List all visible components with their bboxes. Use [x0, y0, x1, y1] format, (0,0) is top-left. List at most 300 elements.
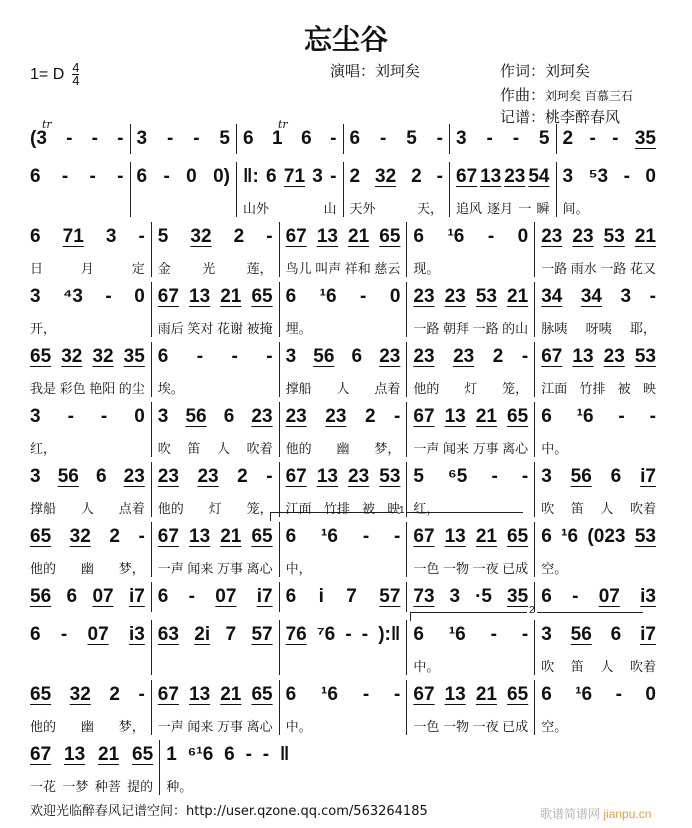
note-token: ¹6 — [576, 406, 594, 427]
note-token: - — [231, 346, 238, 367]
note-token: 0 — [134, 286, 145, 307]
note-token: 23 — [572, 226, 594, 247]
note-token: 6 — [541, 526, 552, 547]
note-token: - — [512, 128, 520, 149]
measures — [30, 680, 662, 735]
score-line — [30, 740, 662, 800]
song-title: 忘尘谷 — [303, 23, 388, 56]
lyric-word: 吹 — [541, 502, 555, 517]
lyric-word: 点着 — [118, 502, 145, 517]
measure — [151, 522, 279, 577]
note-token: 6 — [157, 346, 169, 367]
note-token: 7 — [346, 586, 357, 607]
note-token: 32 — [375, 166, 397, 187]
note-token: 3 — [541, 624, 552, 645]
lyric-word: 一声 — [413, 442, 440, 457]
note-token: 2 — [492, 346, 504, 367]
note-token: 53 — [603, 226, 625, 247]
note-token: 3 — [285, 346, 297, 367]
measure — [449, 162, 556, 217]
note-token: 6 — [30, 624, 41, 645]
lyric-word: 开， — [30, 322, 57, 337]
note-token: - — [361, 624, 369, 645]
note-token: - — [138, 526, 145, 547]
lyric-word: 被 — [362, 502, 376, 517]
note-token: 34 — [541, 286, 563, 307]
measure — [534, 582, 662, 612]
note-token: i7 — [640, 466, 656, 487]
note-token: 56 — [570, 624, 592, 645]
score-line — [30, 522, 662, 582]
note-token: 23 — [157, 466, 179, 487]
notes — [243, 162, 337, 192]
notes — [158, 462, 273, 492]
note-token: i7 — [256, 586, 273, 607]
notes — [286, 282, 401, 312]
lyric-word: 雨后 — [157, 322, 184, 337]
note-token: 5 — [157, 226, 169, 247]
measure — [130, 124, 237, 154]
footer-note: 欢迎光临醉春风记谱空间：http://user.qzone.qq.com/563264185 — [30, 804, 428, 819]
measure — [534, 522, 662, 577]
notes — [541, 462, 656, 492]
lyrics — [30, 258, 145, 277]
note-token: - — [649, 286, 656, 307]
note-token: - — [623, 166, 630, 187]
note-token: 3 — [620, 286, 632, 307]
measure — [236, 124, 343, 154]
lyric-word: 映 — [387, 502, 401, 517]
lyric-word: 彩色 — [59, 382, 86, 397]
notes — [413, 582, 528, 612]
note-token: 5 — [406, 128, 417, 149]
notes — [350, 124, 444, 154]
measure — [406, 680, 534, 735]
note-token: 23 — [123, 466, 145, 487]
lyrics — [158, 438, 273, 457]
lyric-word: 人 — [336, 382, 350, 397]
lyric-word: 幽 — [336, 442, 350, 457]
notes — [30, 282, 145, 312]
note-token: ‖ — [279, 744, 290, 765]
note-token: 21 — [475, 526, 497, 547]
lyric-word: 呀咦 — [585, 322, 612, 337]
note-token: 0 — [134, 406, 145, 427]
lyric-word: 幽 — [80, 720, 94, 735]
note-token: ¹6 — [575, 684, 593, 705]
lyric-word: 点着 — [374, 382, 401, 397]
note-token: - — [649, 406, 656, 427]
lyrics — [541, 558, 656, 577]
lyric-word: 埃。 — [157, 382, 184, 397]
note-token: 3 — [30, 406, 41, 427]
lyric-word: 梦， — [374, 442, 401, 457]
note-token: 6 — [541, 684, 552, 705]
lyric-word: 脉咦 — [541, 322, 568, 337]
lyric-word: 天外 — [349, 202, 376, 217]
notes — [563, 124, 657, 154]
notes — [30, 740, 153, 770]
lyrics — [541, 656, 656, 675]
lyric-word: 已成 — [502, 562, 529, 577]
note-token: 1 — [272, 128, 283, 149]
lyric-word: 撑船 — [30, 502, 57, 517]
notes — [413, 680, 528, 710]
lyric-word: 一声 — [157, 720, 184, 735]
notes — [30, 162, 124, 192]
lyrics — [30, 438, 145, 457]
lyric-word: 空。 — [541, 720, 568, 735]
note-token: - — [193, 128, 200, 149]
lyric-word: 一夜 — [472, 562, 499, 577]
lyric-word: 竹排 — [579, 382, 606, 397]
note-token: 21 — [348, 226, 370, 247]
note-token: 13 — [316, 226, 338, 247]
measure — [30, 222, 151, 277]
measure — [279, 222, 407, 277]
note-token: - — [61, 166, 69, 187]
note-token: - — [91, 128, 98, 149]
note-token: 35 — [123, 346, 145, 367]
note-token: ¹6 — [561, 526, 579, 547]
lyric-word: 吹 — [157, 442, 171, 457]
note-token: - — [360, 286, 367, 307]
score-line — [30, 162, 662, 222]
note-token: 65 — [251, 526, 273, 547]
note-token: 35 — [634, 128, 656, 149]
note-token: 07 — [598, 586, 620, 607]
measure — [279, 582, 407, 612]
notes — [158, 582, 273, 612]
note-token: 6 — [610, 624, 622, 645]
note-token: 2 — [562, 128, 574, 149]
note-token: 67 — [30, 744, 52, 765]
singer-credit: 演唱：刘珂矣 — [330, 62, 421, 80]
notes — [166, 740, 289, 770]
note-token: 67 — [157, 526, 179, 547]
note-token: 23 — [453, 346, 475, 367]
note-token: i3 — [128, 624, 145, 645]
note-token: 67 — [413, 526, 435, 547]
note-token: - — [330, 166, 337, 187]
note-token: 6 — [136, 166, 148, 187]
note-token: 53 — [379, 466, 401, 487]
measures — [30, 282, 662, 337]
lyric-word: 一物 — [442, 562, 469, 577]
lyric-word: 离心 — [246, 562, 273, 577]
note-token: 3 — [456, 128, 467, 149]
lyrics — [286, 498, 401, 517]
measure — [406, 620, 534, 675]
lyric-word: 闻来 — [187, 562, 214, 577]
lyrics — [413, 378, 528, 397]
note-token: i7 — [128, 586, 145, 607]
lyrics — [413, 318, 528, 337]
score-line — [30, 462, 662, 522]
notes — [158, 522, 273, 552]
lyric-word: 人 — [600, 502, 614, 517]
measure — [30, 522, 151, 577]
notes — [541, 620, 656, 650]
lyric-word: 梦， — [118, 720, 145, 735]
lyric-word: 笛 — [570, 502, 584, 517]
lyrics — [158, 558, 273, 577]
lyrics — [30, 776, 153, 795]
lyrics — [286, 378, 401, 397]
note-token: 07 — [87, 624, 109, 645]
lyrics — [30, 318, 145, 337]
lyrics — [413, 438, 528, 457]
lyrics — [158, 258, 273, 277]
lyric-word: 他的 — [413, 382, 440, 397]
note-token: - — [487, 226, 495, 247]
measure — [151, 680, 279, 735]
notes — [286, 582, 401, 612]
lyrics — [541, 498, 656, 517]
measure — [556, 124, 663, 154]
time-signature — [72, 62, 79, 87]
measure — [279, 522, 407, 577]
lyric-word: 被 — [617, 382, 631, 397]
notes — [413, 402, 528, 432]
note-token: 6 — [285, 286, 297, 307]
note-token: - — [196, 346, 204, 367]
note-token: - — [615, 684, 622, 705]
note-token: 0) — [213, 166, 230, 187]
note-token: 7 — [225, 624, 237, 645]
lyric-word: 一色 — [413, 562, 440, 577]
note-token: 56 — [30, 586, 52, 607]
lyric-word: 吹着 — [629, 660, 656, 675]
note-token: 65 — [30, 684, 52, 705]
measure — [279, 282, 407, 337]
note-token: 6 — [285, 684, 297, 705]
lyrics — [413, 716, 528, 735]
note-token: 13 — [189, 684, 211, 705]
note-token: 07 — [215, 586, 237, 607]
score-line — [30, 342, 662, 402]
lyric-word: 一 — [518, 202, 532, 217]
lyric-word: 一梦 — [62, 780, 89, 795]
lyric-word: 中。 — [285, 720, 312, 735]
lyric-word: 一路 — [413, 322, 440, 337]
lyric-word: 月 — [80, 262, 94, 277]
note-token: 6 — [95, 466, 107, 487]
note-token: 3 — [449, 586, 461, 607]
note-token: 23 — [197, 466, 219, 487]
note-token: - — [138, 226, 145, 247]
note-token: 5 — [413, 466, 424, 487]
measure — [130, 162, 237, 217]
note-token: 2i — [194, 624, 211, 645]
measure — [151, 402, 279, 457]
measures — [30, 462, 662, 517]
note-token: 65 — [251, 684, 273, 705]
notes — [541, 222, 656, 252]
lyrics — [413, 258, 528, 277]
note-token: 56 — [313, 346, 335, 367]
note-token: 53 — [475, 286, 497, 307]
key-signature — [30, 62, 79, 87]
measure — [30, 680, 151, 735]
measures — [30, 222, 662, 277]
measure — [279, 620, 407, 675]
notes — [137, 162, 231, 192]
lyric-word: 灯 — [208, 502, 222, 517]
measure — [449, 124, 556, 154]
lyrics — [286, 716, 401, 735]
note-token: - — [117, 128, 124, 149]
notes — [30, 582, 145, 612]
note-token: - — [394, 406, 401, 427]
notes — [286, 222, 401, 252]
lyric-word: 种菩 — [94, 780, 121, 795]
notes — [158, 342, 273, 372]
lyrics — [30, 716, 145, 735]
lyrics — [158, 318, 273, 337]
note-token: ⁴3 — [63, 286, 83, 307]
note-token: - — [330, 128, 337, 149]
lyric-word: 他的 — [30, 720, 57, 735]
score-line — [30, 680, 662, 740]
notes — [413, 462, 528, 492]
lyric-word: 他的 — [285, 442, 312, 457]
lyric-word: 笛 — [187, 442, 201, 457]
note-token: 13 — [316, 466, 338, 487]
notes — [158, 282, 273, 312]
notes — [286, 680, 401, 710]
notes — [158, 680, 273, 710]
note-token: 3 — [136, 128, 148, 149]
measure — [406, 522, 534, 577]
lyrics — [158, 716, 273, 735]
note-token: 56 — [57, 466, 79, 487]
note-token: 23 — [348, 466, 370, 487]
lyric-word: 竹排 — [323, 502, 350, 517]
trill-mark: tr — [42, 118, 52, 131]
notes — [541, 342, 656, 372]
measure — [406, 402, 534, 457]
note-token: 0 — [645, 166, 656, 187]
lyrics — [30, 498, 145, 517]
measure — [30, 620, 151, 675]
note-token: ¹6 — [321, 684, 338, 705]
note-token: - — [491, 466, 498, 487]
measure — [534, 342, 662, 397]
note-token: 2 — [109, 526, 120, 547]
note-token: 21 — [220, 286, 242, 307]
lyric-word: 一色 — [413, 720, 440, 735]
lyric-word: 人 — [600, 660, 614, 675]
lyric-word: 种。 — [166, 780, 193, 795]
measure — [30, 582, 151, 612]
measure — [30, 342, 151, 397]
lyric-word: 的山 — [502, 322, 529, 337]
note-token: 6 — [541, 586, 552, 607]
lyric-word: 闻来 — [187, 720, 214, 735]
note-token: 21 — [475, 406, 497, 427]
notes — [350, 162, 444, 192]
note-token: 56 — [185, 406, 207, 427]
note-token: ⁵3 — [588, 166, 609, 187]
note-token: 3 — [105, 226, 117, 247]
lyric-word: 中， — [285, 562, 312, 577]
trill-mark: tr — [278, 118, 288, 131]
note-token: 6 — [413, 624, 424, 645]
measures — [30, 342, 662, 397]
note-token: 57 — [251, 624, 273, 645]
lyric-word: 天， — [416, 202, 443, 217]
note-token: 6 — [610, 466, 622, 487]
note-token: - — [166, 128, 174, 149]
note-token: 65 — [507, 526, 529, 547]
measure — [151, 462, 279, 517]
note-token: 0 — [517, 226, 529, 247]
note-token: 53 — [634, 346, 656, 367]
lyric-word: 一路 — [541, 262, 568, 277]
lyrics — [30, 378, 145, 397]
note-token: 13 — [444, 684, 466, 705]
note-token: 2 — [349, 166, 361, 187]
note-token: 07 — [92, 586, 114, 607]
notes — [456, 124, 550, 154]
measure — [151, 582, 279, 612]
lyric-word: 山外 — [243, 202, 270, 217]
note-token: 67 — [413, 406, 435, 427]
notes — [413, 222, 528, 252]
note-token: 73 — [413, 586, 435, 607]
note-token: 65 — [30, 346, 52, 367]
notes — [286, 402, 401, 432]
lyric-word: 映 — [642, 382, 656, 397]
note-token: 3 — [30, 286, 41, 307]
notes — [30, 522, 145, 552]
watermark-en: jianpu.cn — [603, 807, 652, 821]
lyrics — [563, 198, 657, 217]
note-token: - — [188, 586, 195, 607]
note-token: i7 — [640, 624, 656, 645]
lyric-word: 一花 — [30, 780, 57, 795]
lyric-word: 笼， — [502, 382, 529, 397]
note-token: - — [67, 406, 74, 427]
note-token: 57 — [379, 586, 401, 607]
note-token: 21 — [634, 226, 656, 247]
note-token: - — [262, 744, 270, 765]
score-line — [30, 124, 662, 162]
lyric-word: 离心 — [502, 442, 529, 457]
note-token: - — [436, 128, 443, 149]
lyric-word: 梦， — [118, 562, 145, 577]
time-top: 4 — [72, 60, 80, 75]
note-token: 71 — [62, 226, 84, 247]
note-token: ⁶5 — [448, 466, 468, 487]
lyric-word: 花谢 — [216, 322, 243, 337]
lyrics — [286, 558, 401, 577]
lyric-word: 笑对 — [187, 322, 214, 337]
note-token: 6 — [266, 166, 277, 187]
note-token: - — [490, 624, 497, 645]
measures — [30, 124, 662, 154]
note-token: ):‖ — [378, 624, 401, 645]
measure — [279, 402, 407, 457]
notes — [137, 124, 231, 154]
note-token: 6 — [30, 166, 41, 187]
notes — [243, 124, 337, 154]
note-token: 65 — [132, 744, 154, 765]
notes — [563, 162, 657, 192]
measure — [151, 342, 279, 397]
notes — [158, 620, 273, 650]
